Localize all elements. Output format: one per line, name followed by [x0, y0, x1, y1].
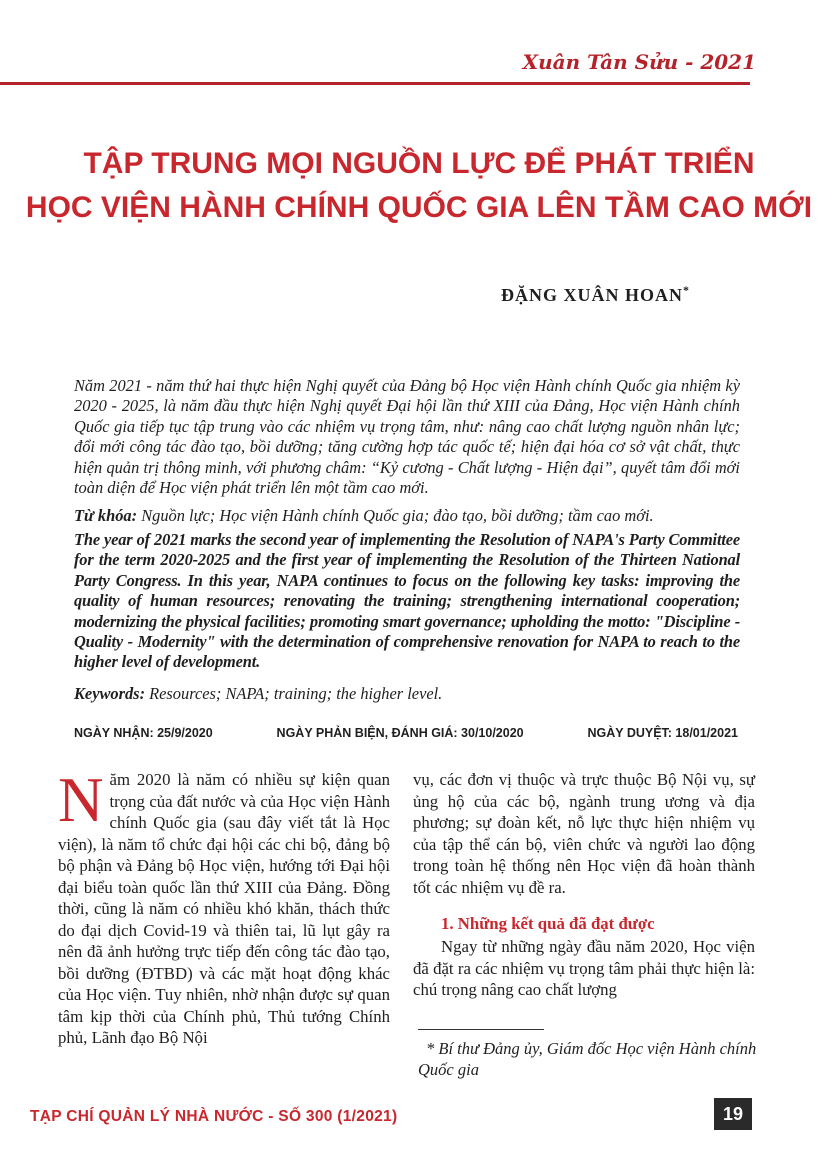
body-column-left [58, 765, 390, 1049]
keywords-vi-text: Nguồn lực; Học viện Hành chính Quốc gia; đào tạo, bồi dưỡng; tầm cao mới. [141, 506, 654, 525]
footnote-rule [418, 1029, 544, 1030]
date-approved: NGÀY DUYỆT: 18/01/2021 [587, 726, 738, 740]
body-column-right-continued: Ngay từ những ngày đầu năm 2020, Học viện đã đặt ra các nhiệm vụ trọng tâm phải thực hiện là: chú trọng nâng cao chất lượng [413, 937, 755, 999]
keywords-vi-label: Từ khóa: [74, 506, 138, 525]
edition-label: Xuân Tân Sửu - 2021 [522, 50, 756, 74]
article-dates [74, 726, 738, 740]
date-reviewed: NGÀY PHẢN BIỆN, ĐÁNH GIÁ: 30/10/2020 [276, 726, 524, 740]
keywords-en-text: Resources; NAPA; training; the higher level. [149, 684, 443, 703]
body-left-text: ăm 2020 là năm có nhiều sự kiện quan trọng của đất nước và của Học viện Hành chính Quốc gia (sau đây viết tắt là Học viện), là năm tổ chức đại hội các chi bộ, đảng bộ bộ phận và Đảng bộ Học viện, hướng tới Đại hội đại biểu toàn quốc lần thứ XIII của Đảng. Đồng thời, cũng là năm có nhiều khó khăn, thách thức do đại dịch Covid-19 và thiên tai, lũ lụt gây ra nên đã ảnh hưởng trực tiếp đến công tác đào tạo, bồi dưỡng (ĐTBD) và các mặt hoạt động khác của Học viện. Tuy nhiên, nhờ nhận được sự quan tâm kịp thời của Chính phủ, Thủ tướng Chính phủ, Lãnh đạo Bộ Nội [58, 770, 390, 1047]
keywords-vietnamese [74, 506, 740, 526]
author-footnote-mark: * [683, 283, 690, 297]
article-title-line-1: TẬP TRUNG MỌI NGUỒN LỰC ĐỂ PHÁT TRIỂN [83, 147, 755, 180]
author [501, 283, 690, 306]
article-title-line-2: HỌC VIỆN HÀNH CHÍNH QUỐC GIA LÊN TẦM CAO MỚI [25, 191, 813, 224]
date-received: NGÀY NHẬN: 25/9/2020 [74, 726, 213, 740]
abstract-vietnamese: Năm 2021 - năm thứ hai thực hiện Nghị quyết của Đảng bộ Học viện Hành chính Quốc gia nhiệm kỳ 2020 - 2025, là năm đầu thực hiện Nghị quyết Đại hội lần thứ XIII của Đảng, Học viện Hành chính Quốc gia tiếp tục tập trung vào các nhiệm vụ trọng tâm, như: nâng cao chất lượng nguồn nhân lực; đổi mới công tác đào tạo, bồi dưỡng; tăng cường hợp tác quốc tế; hiện đại hóa cơ sở vật chất, thực hiện quản trị thông minh, với phương châm: “Kỷ cương - Chất lượng - Hiện đại”, quyết tâm đổi mới toàn diện để Học viện phát triển lên một tầm cao mới. [74, 376, 740, 498]
keywords-english [74, 684, 740, 704]
header-rule [0, 82, 750, 85]
page-number: 19 [714, 1098, 752, 1130]
abstract-english: The year of 2021 marks the second year of implementing the Resolution of NAPA's Party Committee for the term 2020-2025 and the first year of implementing the Resolution of the Thirteen National Party Congress. In this year, NAPA continues to focus on the following key tasks: improving the quality of human resources; renovating the training; strengthening international cooperation; modernizing the physical facilities; promoting smart governance; upholding the motto: "Discipline - Quality - Modernity" with the determination of comprehensive renovation for NAPA to reach to the higher level of development. [74, 530, 740, 672]
keywords-en-label: Keywords: [74, 684, 146, 703]
footnote: * Bí thư Đảng ủy, Giám đốc Học viện Hành chính Quốc gia [418, 1039, 757, 1079]
drop-cap: N [58, 765, 104, 835]
body-column-right: vụ, các đơn vị thuộc và trực thuộc Bộ Nội vụ, sự ủng hộ của các bộ, ngành trung ương và địa phương; sự đoàn kết, nỗ lực thực hiện nhiệm vụ của tập thể cán bộ, viên chức và người lao động trong toàn hệ thống nên Học viện đã hoàn thành tốt các nhiệm vụ đề ra. [413, 770, 755, 897]
journal-footer: TẠP CHÍ QUẢN LÝ NHÀ NƯỚC - SỐ 300 (1/2021) [30, 1108, 398, 1125]
author-name: ĐẶNG XUÂN HOAN [501, 285, 683, 305]
section-heading: 1. Những kết quả đã đạt được [441, 914, 655, 933]
